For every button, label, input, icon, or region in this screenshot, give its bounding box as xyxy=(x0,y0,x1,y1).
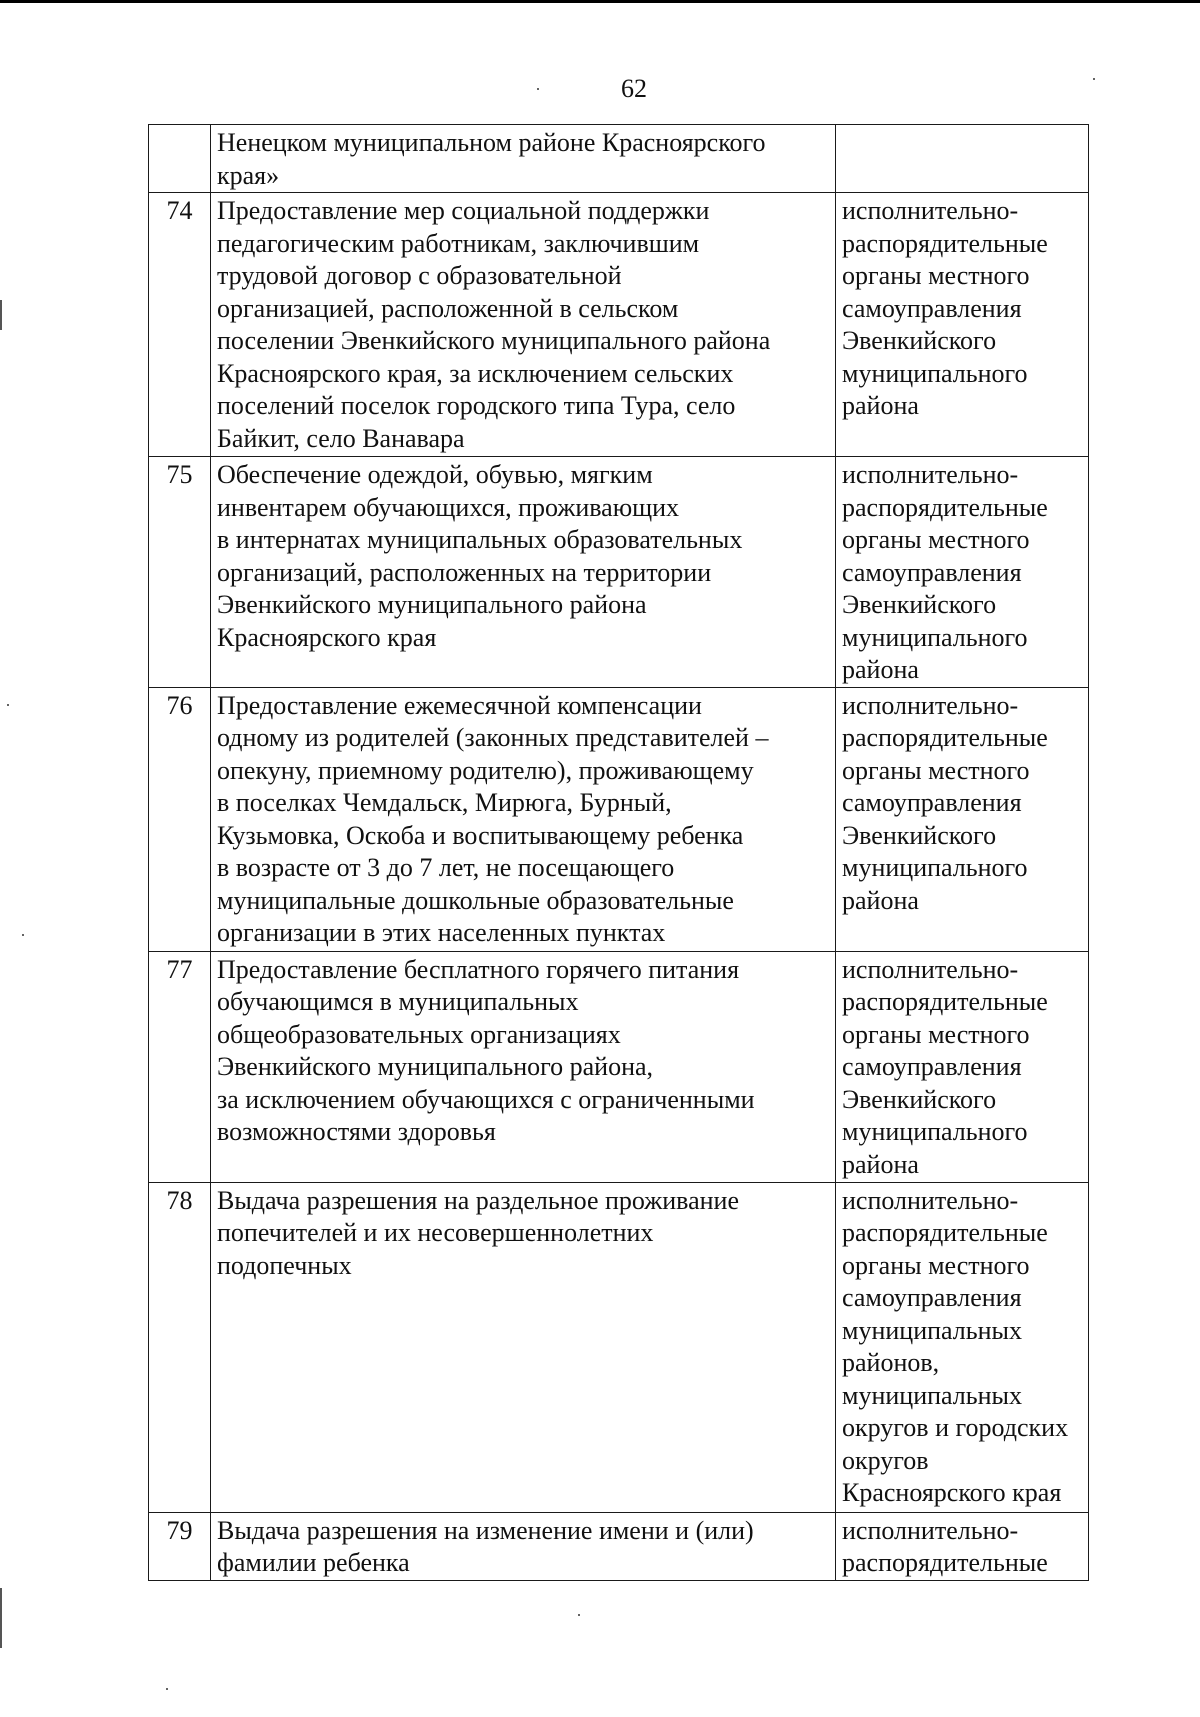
responsible-authority-cell: исполнительно- распорядительные xyxy=(836,1512,1089,1580)
row-number-cell: 78 xyxy=(149,1182,211,1512)
responsible-authority-cell xyxy=(836,125,1089,193)
scan-speck xyxy=(7,704,9,706)
table-row-78 xyxy=(149,1182,1089,1512)
responsible-authority-cell: исполнительно- распорядительные органы местного самоуправления Эвенкийского муниципального района xyxy=(836,951,1089,1182)
row-number-cell: 74 xyxy=(149,193,211,457)
row-number-cell: 75 xyxy=(149,457,211,688)
service-description-cell: Предоставление ежемесячной компенсации одному из родителей (законных представителей – опекуну, приемному родителю), проживающему в поселках Чемдальск, Мирюга, Бурный, Кузьмовка, Оскоба и воспитывающему ребенка в возрасте от 3 до 7 лет, не посещающего муниципальные дошкольные образовательные организации в этих населенных пунктах xyxy=(211,687,836,951)
table-row-74 xyxy=(149,193,1089,457)
row-number-cell: 77 xyxy=(149,951,211,1182)
service-description-cell: Ненецком муниципальном районе Красноярского края» xyxy=(211,125,836,193)
authority-table xyxy=(148,124,1089,1581)
scan-speck xyxy=(578,1614,580,1616)
scan-speck xyxy=(1093,78,1095,80)
row-number-cell: 79 xyxy=(149,1512,211,1580)
service-description-cell: Предоставление мер социальной поддержки педагогическим работникам, заключившим трудовой договор с образовательной организацией, расположенной в сельском поселении Эвенкийского муниципального района Красноярского края, за исключением сельских поселений поселок городского типа Тура, село Байкит, село Ванавара xyxy=(211,193,836,457)
table-row-79 xyxy=(149,1512,1089,1580)
row-number-cell: 76 xyxy=(149,687,211,951)
scan-speck xyxy=(166,1688,168,1690)
service-description-cell: Обеспечение одеждой, обувью, мягким инвентарем обучающихся, проживающих в интернатах муниципальных образовательных организаций, расположенных на территории Эвенкийского муниципального района Красноярского края xyxy=(211,457,836,688)
service-description-cell: Предоставление бесплатного горячего питания обучающимся в муниципальных общеобразовательных организациях Эвенкийского муниципального района, за исключением обучающихся с ограниченными возможностями здоровья xyxy=(211,951,836,1182)
responsible-authority-cell: исполнительно- распорядительные органы местного самоуправления муниципальных районов, муниципальных округов и городских округов Красноярского края xyxy=(836,1182,1089,1512)
responsible-authority-cell: исполнительно- распорядительные органы местного самоуправления Эвенкийского муниципального района xyxy=(836,457,1089,688)
scan-edge-mark xyxy=(0,1588,2,1648)
table-row-77 xyxy=(149,951,1089,1182)
service-description-cell: Выдача разрешения на изменение имени и (или) фамилии ребенка xyxy=(211,1512,836,1580)
scan-edge-mark xyxy=(0,300,2,330)
table-row-75 xyxy=(149,457,1089,688)
responsible-authority-cell: исполнительно- распорядительные органы местного самоуправления Эвенкийского муниципального района xyxy=(836,687,1089,951)
service-description-cell: Выдача разрешения на раздельное проживание попечителей и их несовершеннолетних подопечных xyxy=(211,1182,836,1512)
scan-speck xyxy=(22,934,24,936)
scan-top-edge xyxy=(0,0,1200,3)
page-number: 62 xyxy=(621,74,647,103)
responsible-authority-cell: исполнительно- распорядительные органы местного самоуправления Эвенкийского муниципального района xyxy=(836,193,1089,457)
scan-speck xyxy=(537,88,539,90)
table-row-76 xyxy=(149,687,1089,951)
row-number-cell xyxy=(149,125,211,193)
table-row-continuation xyxy=(149,125,1089,193)
